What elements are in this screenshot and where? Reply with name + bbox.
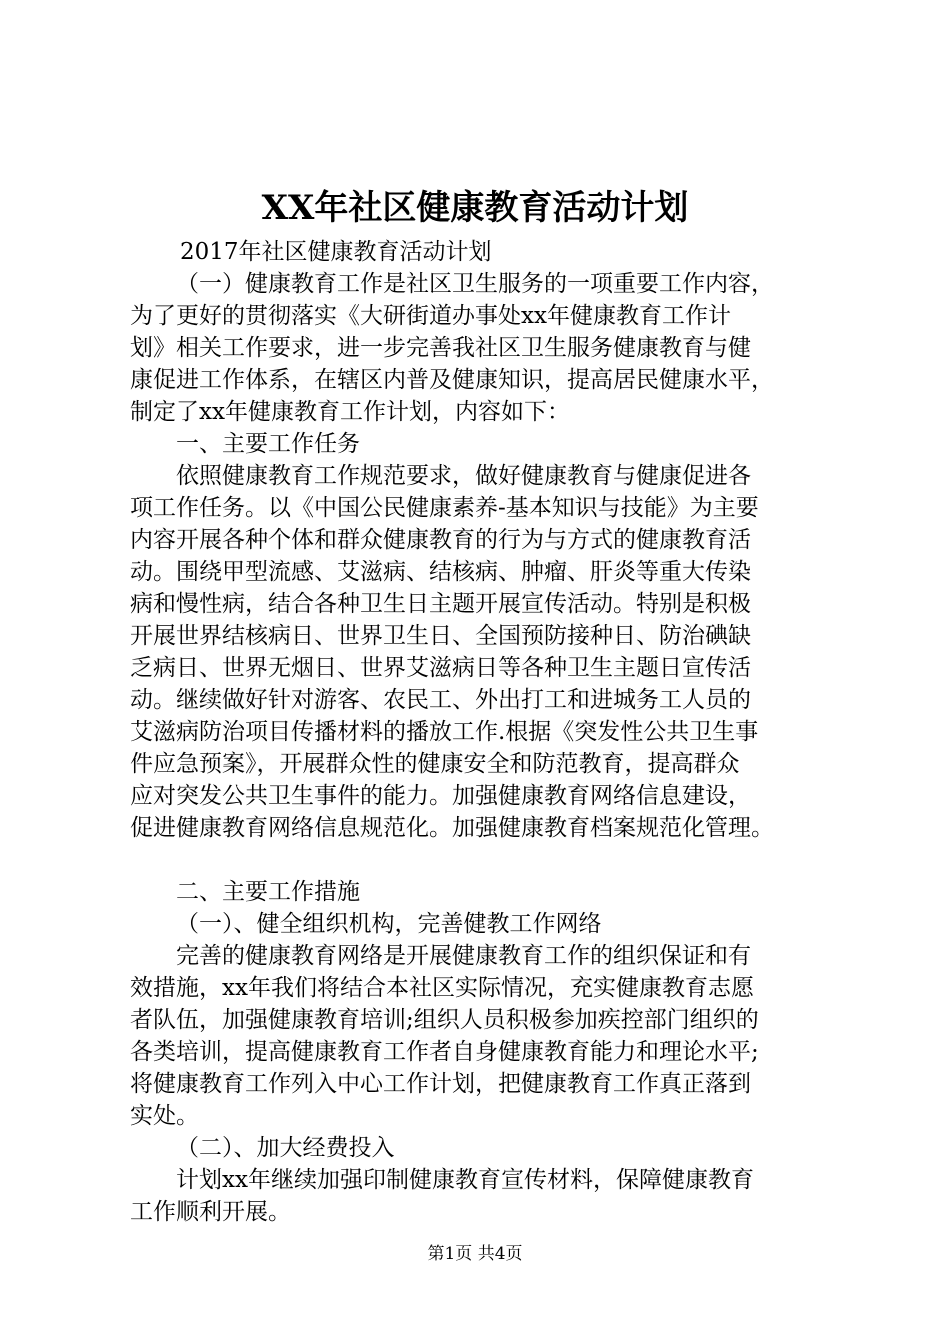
paragraph-line: 开展世界结核病日、世界卫生日、全国预防接种日、防治碘缺: [130, 623, 751, 649]
paragraph-line: 者队伍，加强健康教育培训;组织人员积极参加疾控部门组织的: [130, 1007, 759, 1033]
paragraph-line: 项工作任务。以《中国公民健康素养-基本知识与技能》为主要: [130, 495, 759, 521]
paragraph-line: 计划xx年继续加强印制健康教育宣传材料，保障健康教育: [176, 1167, 754, 1193]
paragraph-line: 依照健康教育工作规范要求，做好健康教育与健康促进各: [176, 463, 751, 489]
paragraph-line: 各类培训，提高健康教育工作者自身健康教育能力和理论水平;: [130, 1039, 759, 1065]
paragraph-line: 为了更好的贯彻落实《大研街道办事处xx年健康教育工作计: [130, 303, 731, 329]
paragraph-line: 病和慢性病，结合各种卫生日主题开展宣传活动。特别是积极: [130, 591, 751, 617]
paragraph-line: 乏病日、世界无烟日、世界艾滋病日等各种卫生主题日宣传活: [130, 655, 751, 681]
paragraph-line: 件应急预案》，开展群众性的健康安全和防范教育，提高群众: [130, 751, 740, 777]
paragraph-line: 工作顺利开展。: [130, 1199, 291, 1225]
page-footer: 第1页 共4页: [427, 1244, 523, 1264]
paragraph-gap: [130, 844, 846, 876]
paragraph-line: 动。继续做好针对游客、农民工、外出打工和进城务工人员的: [130, 687, 751, 713]
document-title: XX年社区健康教育活动计划: [261, 188, 689, 228]
section-heading: 一、主要工作任务: [176, 431, 360, 457]
paragraph-line: 康促进工作体系，在辖区内普及健康知识，提高居民健康水平，: [130, 367, 774, 393]
paragraph-line: 艾滋病防治项目传播材料的播放工作.根据《突发性公共卫生事: [130, 719, 759, 745]
paragraph-line: 完善的健康教育网络是开展健康教育工作的组织保证和有: [176, 943, 751, 969]
paragraph-line: 效措施，xx年我们将结合本社区实际情况，充实健康教育志愿: [130, 975, 754, 1001]
subsection-heading: （二）、加大经费投入: [176, 1135, 395, 1161]
subtitle-line: 2017年社区健康教育活动计划: [180, 239, 492, 265]
paragraph-line: 促进健康教育网络信息规范化。加强健康教育档案规范化管理。: [130, 815, 774, 841]
paragraph-line: 动。围绕甲型流感、艾滋病、结核病、肿瘤、肝炎等重大传染: [130, 559, 751, 585]
paragraph-line: 应对突发公共卫生事件的能力。加强健康教育网络信息建设，: [130, 783, 751, 809]
paragraph-line: 划》相关工作要求，进一步完善我社区卫生服务健康教育与健: [130, 335, 751, 361]
subsection-heading: （一）、健全组织机构，完善健教工作网络: [176, 911, 602, 937]
paragraph-line: 制定了xx年健康教育工作计划，内容如下：: [130, 399, 570, 425]
paragraph-line: 内容开展各种个体和群众健康教育的行为与方式的健康教育活: [130, 527, 751, 553]
paragraph-line: 实处。: [130, 1103, 199, 1129]
section-heading: 二、主要工作措施: [176, 879, 360, 905]
paragraph-line: （一）健康教育工作是社区卫生服务的一项重要工作内容，: [176, 271, 774, 297]
document-body: [130, 236, 846, 1228]
paragraph-line: 将健康教育工作列入中心工作计划，把健康教育工作真正落到: [130, 1071, 751, 1097]
